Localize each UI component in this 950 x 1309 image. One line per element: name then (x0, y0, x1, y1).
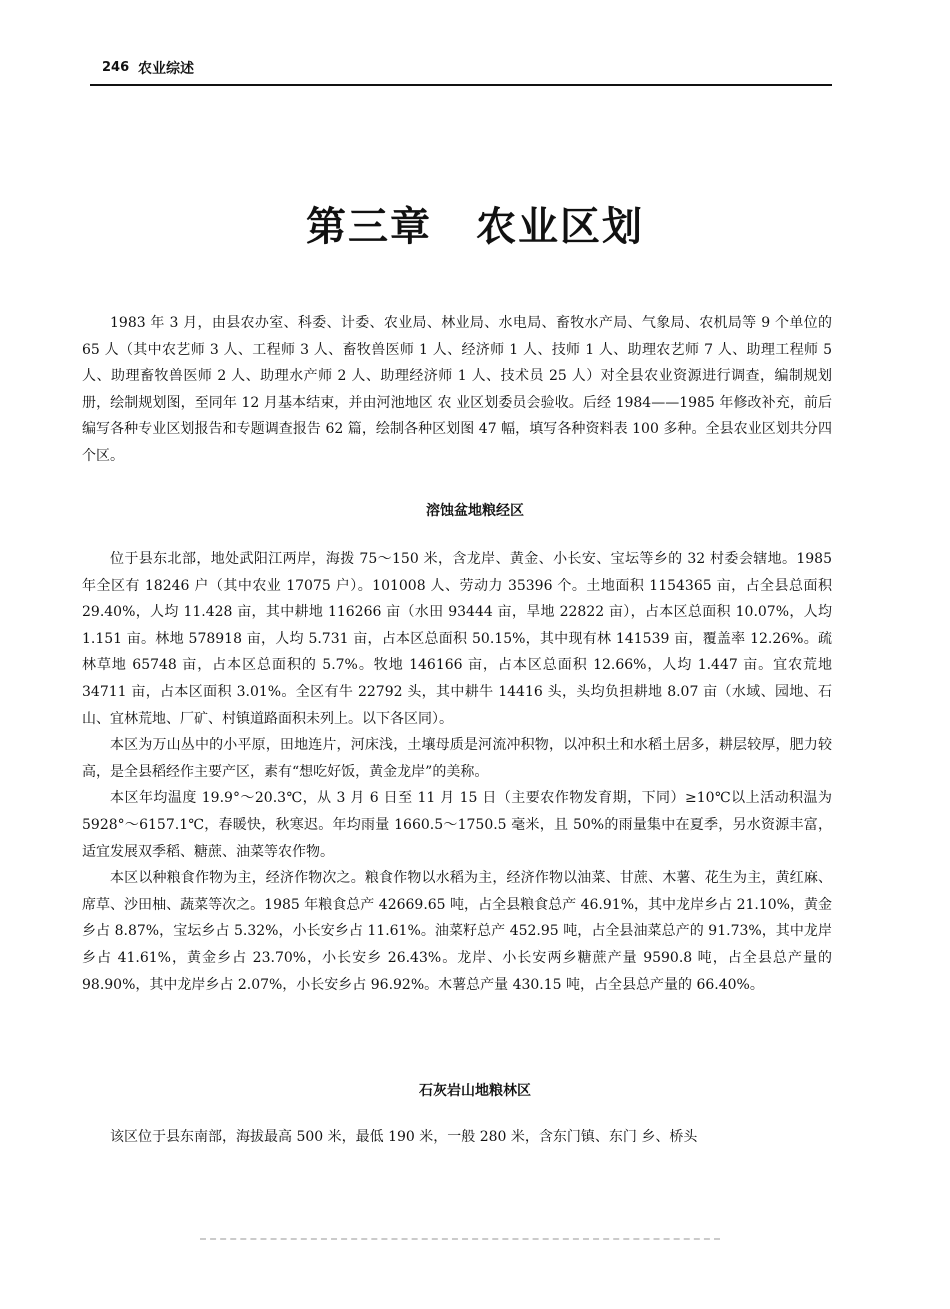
chapter-number: 第三章 (306, 204, 432, 250)
chapter-title (0, 195, 950, 252)
scan-artifact (200, 1238, 720, 1242)
section-heading: 石灰岩山地粮林区 (419, 1083, 531, 1099)
page-header (90, 58, 832, 84)
running-title: 农业综述 (138, 61, 194, 77)
section-paragraph: 本区年均温度 19.9°～20.3℃，从 3 月 6 日至 11 月 15 日（主要农作物发育期，下同）≥10℃以上活动积温为 5928°～6157.1℃，春暖快，秋寒迟。年均雨量 1660.5～1750.5 毫米，且 50%的雨量集中在夏季，另水资源丰富，适宜发展双季稻、糖蔗、油菜等农作物。 (82, 790, 832, 860)
section-paragraph: 本区为万山丛中的小平原，田地连片，河床浅，土壤母质是河流冲积物，以冲积土和水稻土居多，耕层较厚，肥力较高，是全县稻经作主要产区，素有“想吃好饭，黄金龙岸”的美称。 (82, 737, 832, 780)
intro-paragraph: 1983 年 3 月，由县农办室、科委、计委、农业局、林业局、水电局、畜牧水产局、气象局、农机局等 9 个单位的 65 人（其中农艺师 3 人、工程师 3 人、畜牧兽医师 1 人、经济师 1 人、技师 1 人、助理农艺师 7 人、助理工程师 5 人、助理畜牧兽医师 2 人、助理水产师 2 人、助理经济师 1 人、技术员 25 人）对全县农业资源进行调查，编制规划册，绘制规划图，至同年 12 月基本结束，并由河池地区 农 业区划委员会验收。后经 1984——1985 年修改补充，前后编写各种专业区划报告和专题调查报告 62 篇，绘制各种区划图 47 幅，填写各种资料表 100 多种。全县农业区划共分四个区。 (82, 315, 832, 464)
chapter-name: 农业区划 (476, 204, 644, 250)
section-paragraph: 本区以种粮食作物为主，经济作物次之。粮食作物以水稻为主，经济作物以油菜、甘蔗、木薯、花生为主，黄红麻、席草、沙田柚、蔬菜等次之。1985 年粮食总产 42669.65 吨，占全县粮食总产 46.91%，其中龙岸乡占 21.10%，黄金乡占 8.87%，宝坛乡占 5.32%，小长安乡占 11.61%。油菜籽总产 452.95 吨，占全县油菜总产的 91.73%，其中龙岸乡占 41.61%，黄金乡占 23.70%，小长安乡 26.43%。龙岸、小长安两乡糖蔗产量 9590.8 吨，占全县总产量的 98.90%，其中龙岸乡占 2.07%，小长安乡占 96.92%。木薯总产量 430.15 吨，占全县总产量的 66.40%。 (82, 870, 832, 993)
section-text (82, 1124, 832, 1151)
section-heading: 溶蚀盆地粮经区 (426, 503, 524, 519)
section-paragraph: 该区位于县东南部，海拔最高 500 米，最低 190 米，一般 280 米，含东门镇、东门 乡、桥头 (110, 1129, 698, 1145)
header-rule (90, 84, 832, 86)
intro-text (82, 310, 832, 470)
section-paragraph: 位于县东北部，地处武阳江两岸，海拨 75～150 米，含龙岸、黄金、小长安、宝坛等乡的 32 村委会辖地。1985 年全区有 18246 户（其中农业 17075 户）。101008 人、劳动力 35396 个。土地面积 1154365 亩，占全县总面积 29.40%，人均 11.428 亩，其中耕地 116266 亩（水田 93444 亩，旱地 22822 亩），占本区总面积 10.07%，人均 1.151 亩。林地 578918 亩，人均 5.731 亩，占本区总面积 50.15%，其中现有林 141539 亩，覆盖率 12.26%。疏林草地 65748 亩，占本区总面积的 5.7%。牧地 146166 亩，占本区总面积 12.66%，人均 1.447 亩。宜农荒地 34711 亩，占本区面积 3.01%。全区有牛 22792 头，其中耕牛 14416 头，头均负担耕地 8.07 亩（水域、园地、石山、宜林荒地、厂矿、村镇道路面积未列上。以下各区同）。 (82, 551, 832, 727)
page-number: 246 (102, 60, 130, 75)
section-text (82, 546, 832, 998)
